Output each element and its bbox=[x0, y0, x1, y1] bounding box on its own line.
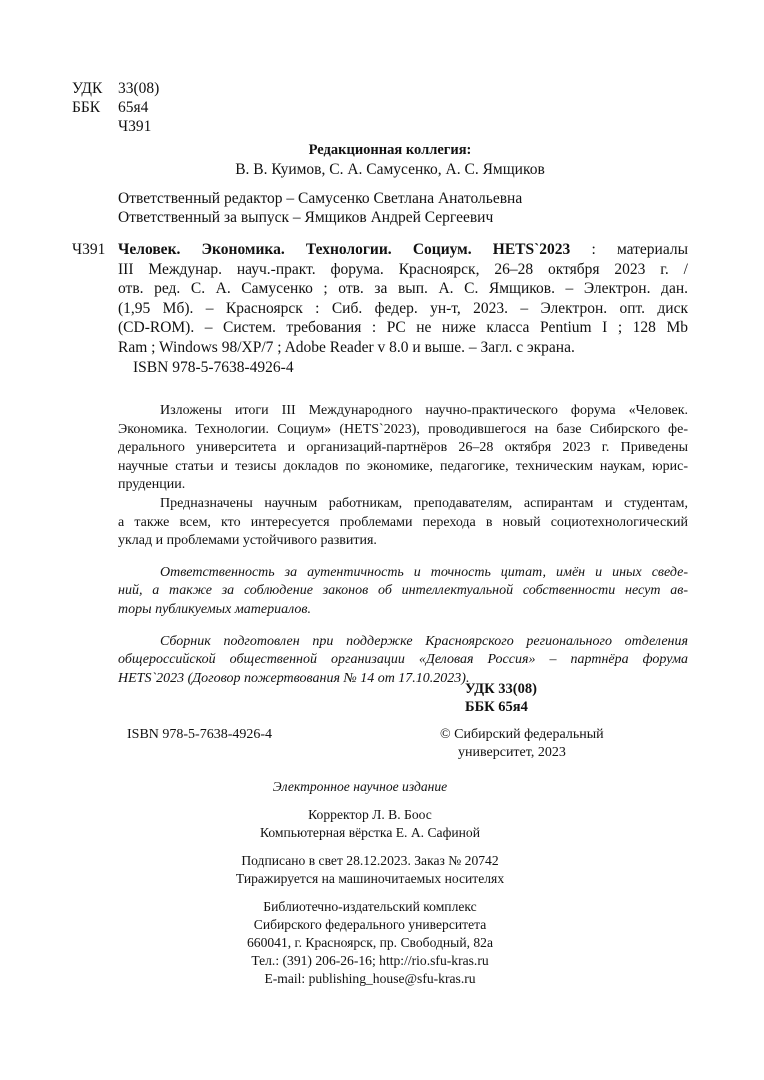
responsible-persons bbox=[118, 189, 522, 227]
bottom-bbk: ББК 65я4 bbox=[465, 699, 528, 715]
entry-line: (CD-ROM). – Систем. требования : PC не ниже класса Pentium I ; 128 Mb bbox=[118, 319, 688, 337]
entry-title-rest: : материалы bbox=[570, 241, 688, 258]
entry-mark: Ч391 bbox=[72, 241, 106, 258]
annotation-line: научные статьи и тезисы докладов по экономике, педагогике, техническим наукам, юрис- bbox=[118, 458, 688, 474]
publisher-line: 660041, г. Красноярск, пр. Свободный, 82а bbox=[246, 935, 494, 950]
annotation-line: пруденции. bbox=[118, 477, 186, 493]
print-line: Подписано в свет 28.12.2023. Заказ № 20742 bbox=[241, 853, 499, 868]
copyright-line: университет, 2023 bbox=[458, 745, 566, 760]
udk-label: УДК bbox=[72, 80, 103, 97]
bottom-classification bbox=[465, 680, 537, 716]
annotation-line: дерального университета и организаций-партнёров 26–28 октября 2023 г. Приведены bbox=[118, 440, 688, 456]
support-line: HETS`2023 (Договор пожертвования № 14 от 17.10.2023). bbox=[118, 670, 470, 686]
support-line: Сборник подготовлен при поддержке Красноярского регионального отделения bbox=[160, 633, 688, 649]
annotation-line: Изложены итоги III Международного научно-практического форума «Человек. bbox=[160, 403, 688, 418]
disclaimer-line: торы публикуемых материалов. bbox=[118, 601, 311, 617]
entry-line: III Междунар. науч.-практ. форума. Красноярск, 26–28 октября 2023 г. / bbox=[118, 260, 688, 278]
responsible-editor: Ответственный редактор – Самусенко Светлана Анатольевна bbox=[118, 190, 523, 207]
publisher-line: Сибирского федерального университета bbox=[253, 917, 487, 932]
entry-line: отв. ред. С. А. Самусенко ; отв. за вып. А. С. Ямщиков. – Электрон. дан. bbox=[118, 280, 688, 298]
entry-line: Ram ; Windows 98/XP/7 ; Adobe Reader v 8.0 и выше. – Загл. с экрана. bbox=[118, 338, 575, 356]
publisher-info bbox=[170, 898, 570, 988]
support-line: общероссийской общественной организации «Деловая Россия» – партнёра форума bbox=[118, 652, 688, 668]
entry-isbn: ISBN 978-5-7638-4926-4 bbox=[133, 358, 294, 376]
annotation bbox=[118, 402, 688, 688]
disclaimer-line: ний, а также за соблюдение законов об интеллектуальной собственности несут ав- bbox=[118, 583, 688, 599]
staff-line: Корректор Л. В. Боос bbox=[308, 807, 432, 822]
publisher-line: Тел.: (391) 206-26-16; http://rio.sfu-kras.ru bbox=[251, 953, 489, 968]
author-mark: Ч391 bbox=[118, 118, 152, 135]
bbk-code: 65я4 bbox=[118, 99, 149, 116]
copyright-line: © Сибирский федеральный bbox=[440, 727, 604, 742]
editorial-board-members: В. В. Куимов, С. А. Самусенко, А. С. Ямщиков bbox=[235, 161, 545, 178]
publisher-line: E-mail: publishing_house@sfu-kras.ru bbox=[264, 971, 476, 986]
annotation-line: Экономика. Технологии. Социум» (HETS`2023), проводившегося на базе Сибирского фе- bbox=[118, 421, 688, 437]
bibliographic-entry bbox=[72, 240, 688, 377]
entry-title: Человек. Экономика. Технологии. Социум. HETS`2023 bbox=[118, 241, 571, 258]
annotation-line: а также всем, кто интересуется проблемами перехода в новый социотехнологический bbox=[118, 514, 688, 530]
classification-block bbox=[72, 79, 159, 136]
responsible-release: Ответственный за выпуск – Ямщиков Андрей Сергеевич bbox=[118, 209, 494, 226]
bottom-udk: УДК 33(08) bbox=[465, 681, 537, 697]
editorial-board-title: Редакционная коллегия: bbox=[308, 142, 472, 158]
annotation-line: Предназначены научным работникам, преподавателям, аспирантам и студентам, bbox=[160, 495, 688, 511]
editorial-board bbox=[110, 141, 670, 179]
publisher-line: Библиотечно-издательский комплекс bbox=[263, 899, 477, 914]
edition-type: Электронное научное издание bbox=[272, 779, 448, 794]
disclaimer-line: Ответственность за аутентичность и точность цитат, имён и иных сведе- bbox=[160, 564, 688, 580]
bbk-label: ББК bbox=[72, 99, 101, 116]
annotation-line: уклад и проблемами устойчивого развития. bbox=[118, 533, 377, 549]
copyright bbox=[440, 726, 604, 762]
print-info bbox=[170, 852, 570, 888]
staff-line: Компьютерная вёрстка Е. А. Сафиной bbox=[259, 825, 480, 840]
bottom-isbn: ISBN 978-5-7638-4926-4 bbox=[127, 727, 273, 742]
staff bbox=[170, 806, 570, 842]
udk-code: 33(08) bbox=[118, 80, 160, 97]
entry-line: (1,95 Мб). – Красноярск : Сиб. федер. ун-т, 2023. – Электрон. опт. диск bbox=[118, 299, 688, 317]
print-line: Тиражируется на машиночитаемых носителях bbox=[235, 871, 505, 886]
